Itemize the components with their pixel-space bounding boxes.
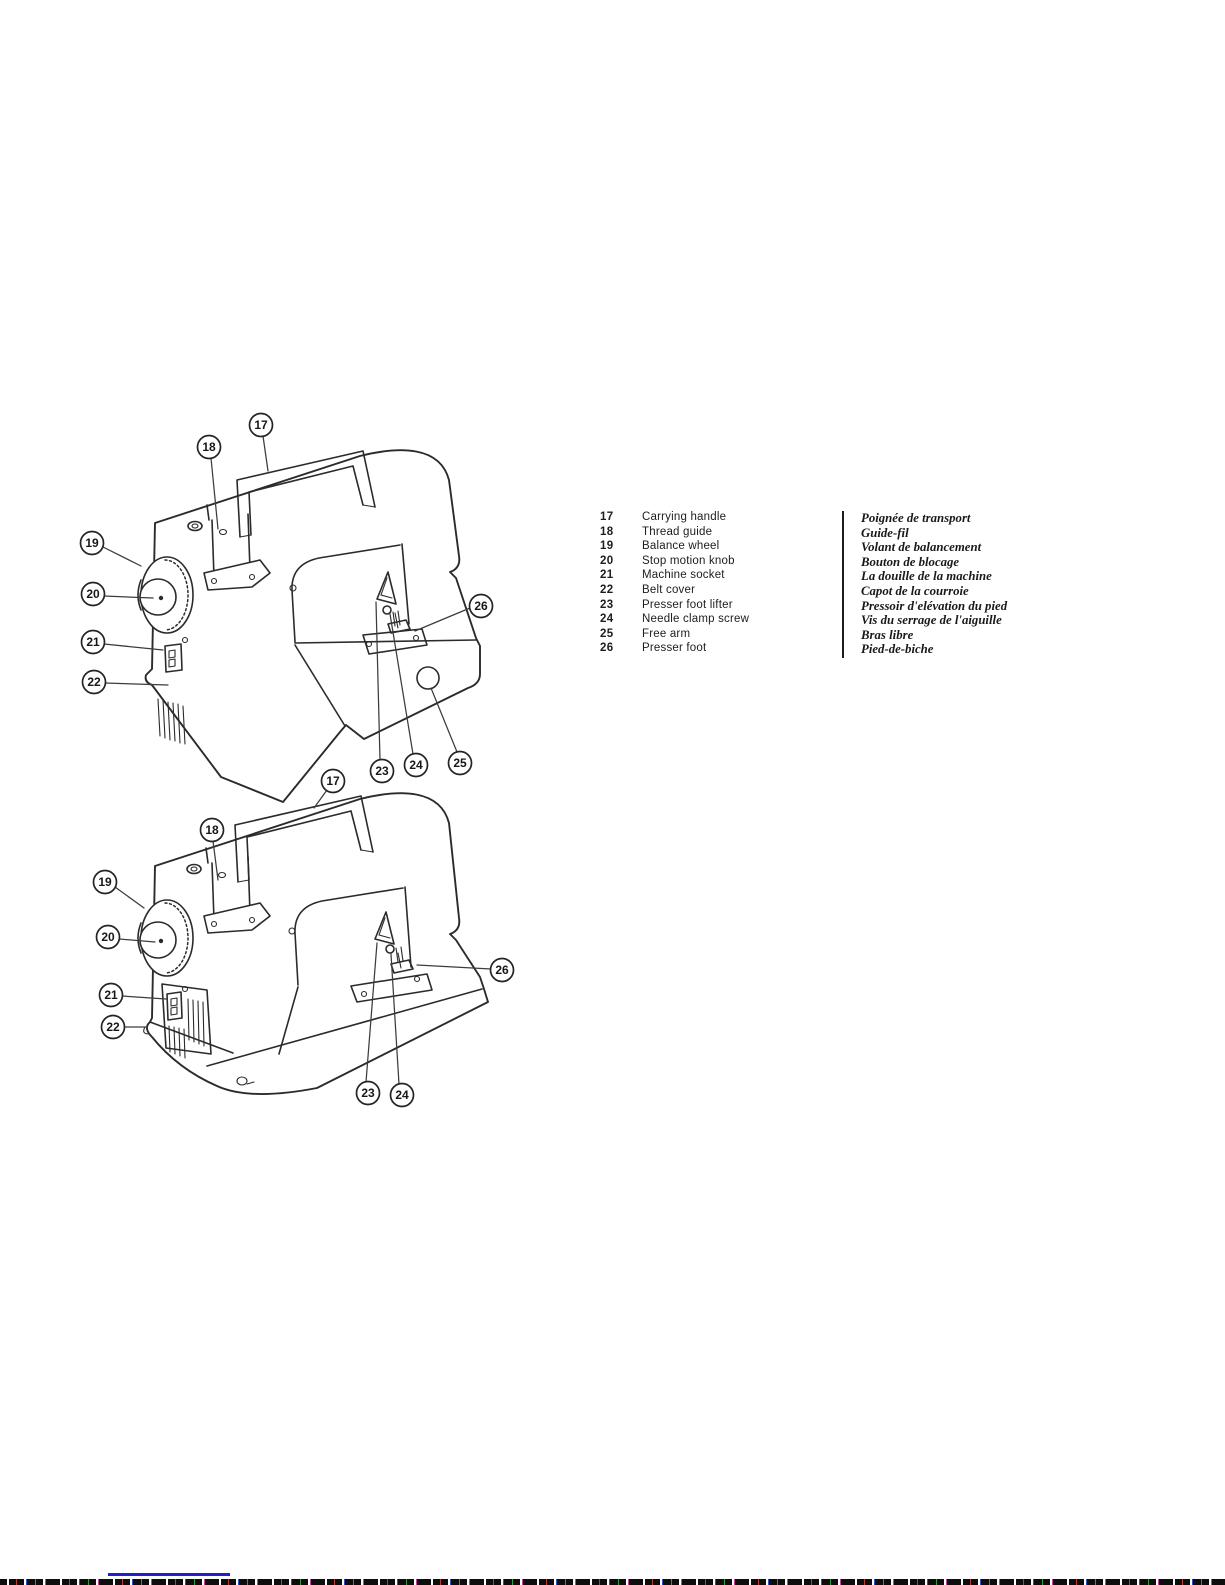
svg-text:24: 24 [409, 758, 423, 772]
svg-text:23: 23 [361, 1086, 375, 1100]
part-name-en: Machine socket [642, 569, 725, 582]
part-number: 26 [600, 642, 614, 655]
svg-text:17: 17 [326, 774, 340, 788]
part-name-en: Needle clamp screw [642, 613, 750, 626]
part-number: 18 [600, 525, 614, 538]
callout-22 [102, 1016, 148, 1039]
part-name-en: Thread guide [642, 525, 713, 538]
svg-text:24: 24 [395, 1088, 409, 1102]
part-name-fr: Bouton de blocage [861, 554, 960, 569]
callout-21 [82, 631, 164, 654]
diagram-flat-bed-machine [55, 768, 555, 1113]
parts-list-row [600, 511, 1200, 526]
parts-list-row [600, 584, 1200, 599]
part-name-fr: Pied-de-biche [861, 642, 934, 657]
part-number: 21 [600, 569, 614, 582]
parts-list-row [600, 540, 1200, 555]
part-name-en: Balance wheel [642, 540, 720, 553]
part-name-fr: La douille de la machine [861, 569, 992, 584]
part-number: 20 [600, 554, 614, 567]
parts-list-row [600, 569, 1200, 584]
part-number: 24 [600, 613, 614, 626]
parts-list [600, 511, 1200, 657]
part-name-en: Stop motion knob [642, 554, 735, 567]
svg-text:26: 26 [474, 599, 488, 613]
parts-list-row [600, 613, 1200, 628]
svg-text:20: 20 [86, 587, 100, 601]
stop-motion-knob [140, 922, 176, 958]
part-number: 22 [600, 583, 614, 596]
callout-17 [314, 770, 345, 809]
part-name-fr: Guide-fil [861, 525, 909, 540]
parts-list-row [600, 555, 1200, 570]
svg-text:17: 17 [254, 418, 268, 432]
part-name-fr: Capot de la courroie [861, 583, 969, 598]
svg-text:18: 18 [205, 823, 219, 837]
parts-list-row [600, 642, 1200, 657]
balance-wheel [138, 557, 193, 633]
diagram-free-arm-machine [55, 398, 535, 810]
balance-wheel [138, 900, 193, 976]
stop-motion-knob [140, 579, 176, 615]
part-number: 17 [600, 511, 614, 523]
part-number: 23 [600, 598, 614, 611]
parts-list-row [600, 628, 1200, 643]
machine-body [146, 450, 480, 802]
svg-text:22: 22 [87, 675, 101, 689]
svg-text:18: 18 [202, 440, 216, 454]
machine-body [144, 793, 488, 1094]
part-name-fr: Volant de balancement [861, 540, 982, 555]
part-name-fr: Poignée de transport [861, 511, 971, 525]
part-name-en: Presser foot [642, 642, 707, 655]
svg-text:21: 21 [104, 988, 118, 1002]
parts-list-row [600, 526, 1200, 541]
part-name-fr: Pressoir d'elévation du pied [861, 598, 1008, 613]
svg-text:19: 19 [98, 875, 112, 889]
svg-text:25: 25 [453, 756, 467, 770]
callout-17 [250, 414, 273, 472]
part-name-fr: Vis du serrage de l'aiguille [861, 613, 1002, 628]
svg-text:20: 20 [101, 930, 115, 944]
part-number: 19 [600, 540, 614, 553]
callout-19 [94, 871, 145, 909]
part-name-en: Carrying handle [642, 511, 727, 523]
svg-text:22: 22 [106, 1020, 120, 1034]
part-number: 25 [600, 627, 614, 640]
part-name-en: Free arm [642, 627, 691, 640]
svg-text:21: 21 [86, 635, 100, 649]
callout-19 [81, 532, 142, 567]
svg-text:19: 19 [85, 536, 99, 550]
part-name-en: Belt cover [642, 583, 696, 596]
scan-edge-noise [0, 1579, 1225, 1585]
svg-text:23: 23 [375, 764, 389, 778]
footer-underline [108, 1573, 230, 1576]
part-name-fr: Bras libre [861, 627, 914, 642]
parts-list-row [600, 599, 1200, 614]
column-divider [842, 511, 844, 658]
svg-text:26: 26 [495, 963, 509, 977]
part-name-en: Presser foot lifter [642, 598, 733, 611]
